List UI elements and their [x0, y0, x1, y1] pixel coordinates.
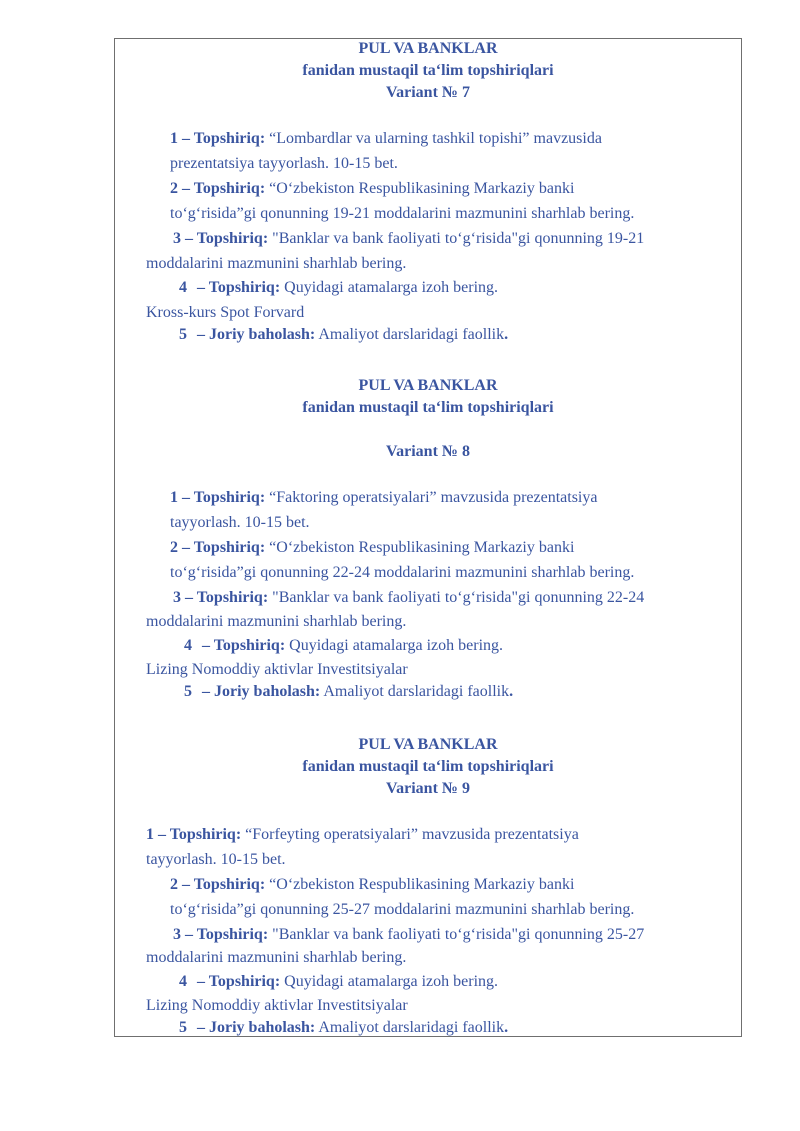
task-2-line-1: 2 – Topshiriq: “Oʻzbekiston Respublikasining Markaziy banki	[170, 180, 575, 197]
task-2-line-2: toʻgʻrisida”gi qonunning 22-24 moddalarini mazmunini sharhlab bering.	[170, 564, 635, 581]
task-1-label: 1 – Topshiriq:	[170, 489, 266, 506]
task-1-line-2: prezentatsiya tayyorlash. 10-15 bet.	[170, 155, 398, 172]
task-3-label: 3 – Topshiriq:	[173, 230, 269, 247]
task-1-label: 1 – Topshiriq:	[146, 826, 242, 843]
task-3-label: 3 – Topshiriq:	[173, 926, 269, 943]
task-4-line: 4 – Topshiriq: Quyidagi atamalarga izoh bering.	[184, 637, 504, 654]
block-title: PUL VA BANKLAR	[358, 377, 498, 394]
task-2-label: 2 – Topshiriq:	[170, 180, 266, 197]
task-2-line-2: toʻgʻrisida”gi qonunning 19-21 moddalarini mazmunini sharhlab bering.	[170, 205, 635, 222]
task-1-line-2: tayyorlash. 10-15 bet.	[170, 514, 310, 531]
task-5-label: – Joriy baholash:	[197, 1019, 316, 1036]
task-4-label: – Topshiriq:	[202, 637, 286, 654]
block-subtitle: fanidan mustaqil taʻlim topshiriqlari	[302, 758, 554, 775]
task-4-label: – Topshiriq:	[197, 279, 281, 296]
task-5-line: 5 – Joriy baholash: Amaliyot darslaridagi faollik.	[179, 326, 509, 343]
variant-number: Variant № 8	[386, 443, 470, 460]
task-2-label: 2 – Topshiriq:	[170, 539, 266, 556]
task-2-line-1: 2 – Topshiriq: “Oʻzbekiston Respublikasining Markaziy banki	[170, 539, 575, 556]
task-1-line-1: 1 – Topshiriq: “Faktoring operatsiyalari” mavzusida prezentatsiya	[170, 489, 598, 506]
task-4-line: 4 – Topshiriq: Quyidagi atamalarga izoh bering.	[179, 279, 499, 296]
task-4-label: – Topshiriq:	[197, 973, 281, 990]
task-4-line: 4 – Topshiriq: Quyidagi atamalarga izoh bering.	[179, 973, 499, 990]
task-3-line-2: moddalarini mazmunini sharhlab bering.	[146, 613, 407, 630]
variant-number: Variant № 7	[386, 84, 470, 101]
task-1-line-2: tayyorlash. 10-15 bet.	[146, 851, 286, 868]
task-5-label: – Joriy baholash:	[202, 683, 321, 700]
task-2-line-2: toʻgʻrisida”gi qonunning 25-27 moddalarini mazmunini sharhlab bering.	[170, 901, 635, 918]
task-3-line-1: 3 – Topshiriq: "Banklar va bank faoliyati toʻgʻrisida"gi qonunning 22-24	[173, 589, 645, 606]
task-3-line-1: 3 – Topshiriq: "Banklar va bank faoliyati toʻgʻrisida"gi qonunning 19-21	[173, 230, 645, 247]
block-title: PUL VA BANKLAR	[358, 40, 498, 57]
variant-number: Variant № 9	[386, 780, 470, 797]
block-subtitle: fanidan mustaqil taʻlim topshiriqlari	[302, 399, 554, 416]
block-title: PUL VA BANKLAR	[358, 736, 498, 753]
task-5-label: – Joriy baholash:	[197, 326, 316, 343]
task-1-label: 1 – Topshiriq:	[170, 130, 266, 147]
task-4-terms: Kross-kurs Spot Forvard	[146, 304, 305, 321]
block-subtitle: fanidan mustaqil taʻlim topshiriqlari	[302, 62, 554, 79]
task-2-label: 2 – Topshiriq:	[170, 876, 266, 893]
task-5-line: 5 – Joriy baholash: Amaliyot darslaridagi faollik.	[184, 683, 514, 700]
task-3-line-1: 3 – Topshiriq: "Banklar va bank faoliyati toʻgʻrisida"gi qonunning 25-27	[173, 926, 645, 943]
task-3-line-2: moddalarini mazmunini sharhlab bering.	[146, 255, 407, 272]
task-4-terms: Lizing Nomoddiy aktivlar Investitsiyalar	[146, 997, 408, 1014]
task-2-line-1: 2 – Topshiriq: “Oʻzbekiston Respublikasining Markaziy banki	[170, 876, 575, 893]
task-3-line-2: moddalarini mazmunini sharhlab bering.	[146, 949, 407, 966]
task-1-line-1: 1 – Topshiriq: “Lombardlar va ularning tashkil topishi” mavzusida	[170, 130, 602, 147]
task-5-line: 5 – Joriy baholash: Amaliyot darslaridagi faollik.	[179, 1019, 509, 1036]
task-3-label: 3 – Topshiriq:	[173, 589, 269, 606]
task-1-line-1: 1 – Topshiriq: “Forfeyting operatsiyalari” mavzusida prezentatsiya	[146, 826, 579, 843]
task-4-terms: Lizing Nomoddiy aktivlar Investitsiyalar	[146, 661, 408, 678]
